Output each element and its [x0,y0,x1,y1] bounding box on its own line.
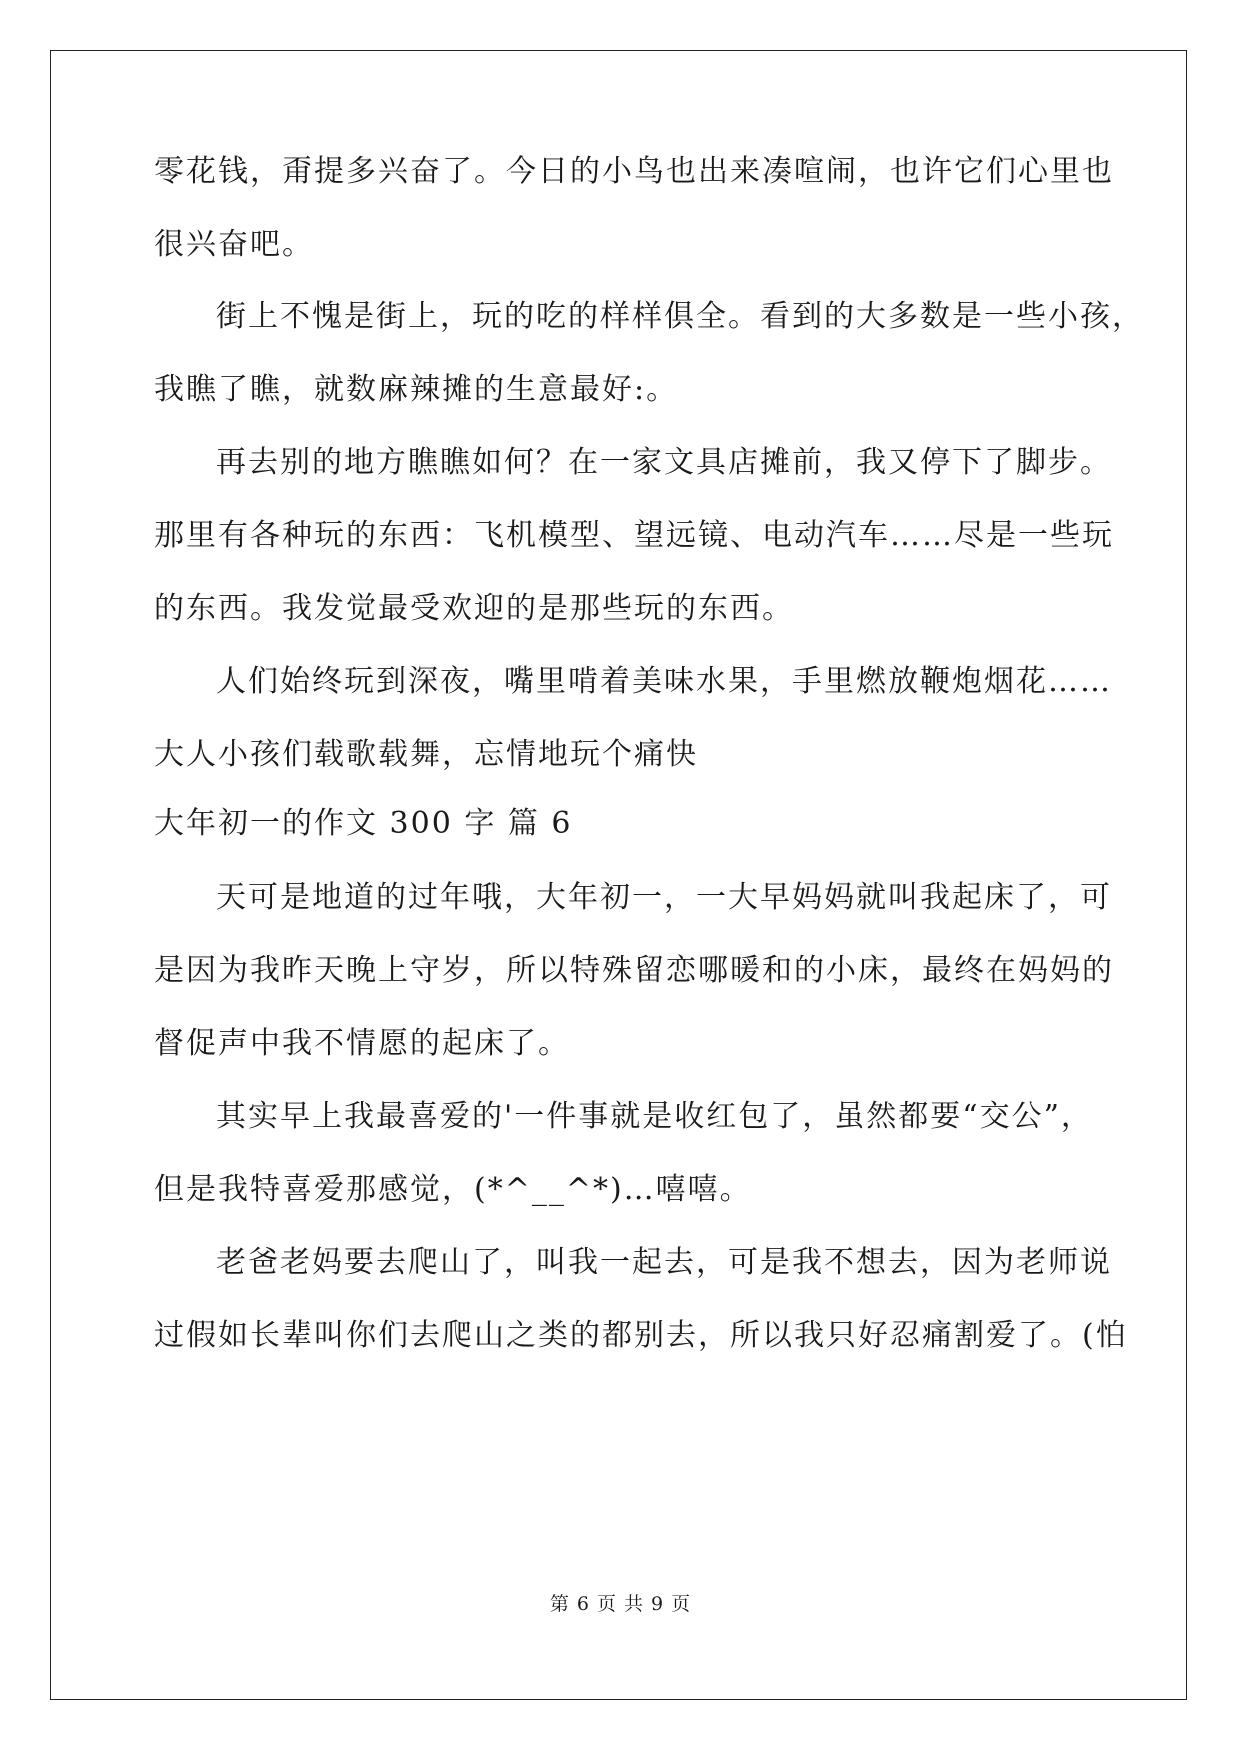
text-line: 我瞧了瞧，就数麻辣摊的生意最好:。 [154,372,679,407]
text-line: 过假如长辈叫你们去爬山之类的都别去，所以我只好忍痛割爱了。(怕 [154,1318,1128,1353]
paragraph-start: 老爸老妈要去爬山了，叫我一起去，可是我不想去，因为老师说 [216,1245,1112,1280]
section-heading: 大年初一的作文 300 字 篇 6 [154,806,573,841]
text-line: 的东西。我发觉最受欢迎的是那些玩的东西。 [154,591,794,626]
paragraph-start: 街上不愧是街上，玩的吃的样样俱全。看到的大多数是一些小孩， [216,299,1144,334]
paragraph-start: 人们始终玩到深夜，嘴里啃着美味水果，手里燃放鞭炮烟花…… [216,664,1112,699]
text-line: 是因为我昨天晚上守岁，所以特殊留恋哪暖和的小床，最终在妈妈的 [154,953,1114,988]
paragraph-start: 天可是地道的过年哦，大年初一，一大早妈妈就叫我起床了，可 [216,880,1112,915]
text-line: 很兴奋吧。 [154,227,314,262]
paragraph-start: 再去别的地方瞧瞧如何？在一家文具店摊前，我又停下了脚步。 [216,445,1112,480]
text-line: 大人小孩们载歌载舞，忘情地玩个痛快 [154,737,698,772]
paragraph-start: 其实早上我最喜爱的'一件事就是收红包了，虽然都要“交公”， [216,1099,1093,1134]
text-line: 但是我特喜爱那感觉，(*^__^*)…嘻嘻。 [154,1172,752,1207]
text-line: 督促声中我不情愿的起床了。 [154,1026,570,1061]
page-number: 第 6 页 共 9 页 [549,1593,692,1615]
text-line: 零花钱，甭提多兴奋了。今日的小鸟也出来凑喧闹，也许它们心里也 [154,154,1114,189]
text-line: 那里有各种玩的东西：飞机模型、望远镜、电动汽车……尽是一些玩 [154,518,1114,553]
